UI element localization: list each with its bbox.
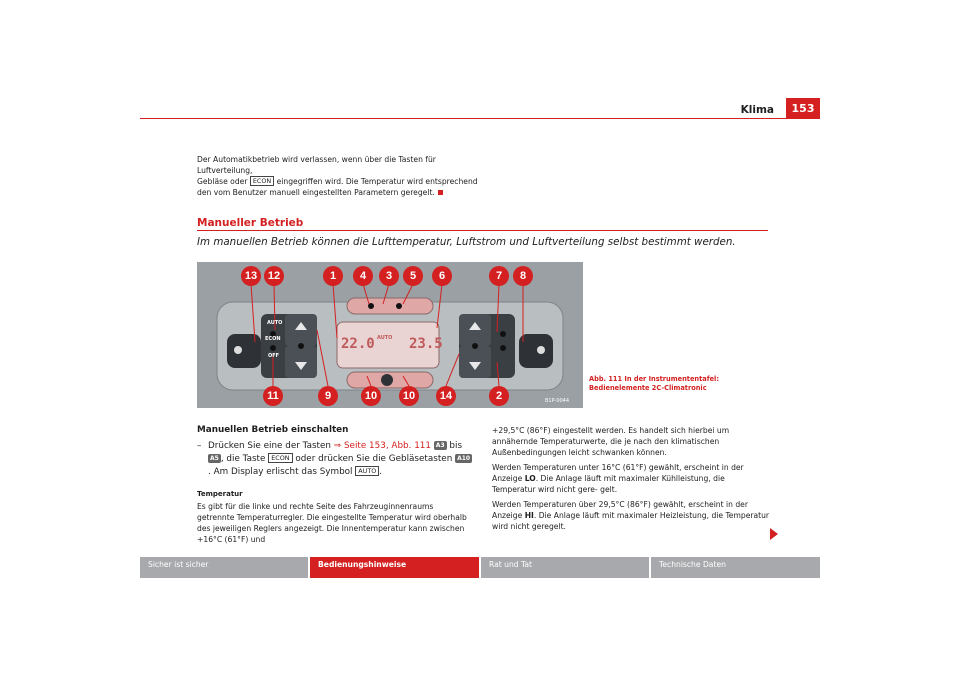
intro-line-2a: Gebläse oder [197, 177, 248, 186]
callout-12: 12 [264, 266, 284, 286]
step-text-7: Display erlischt das Symbol [230, 467, 353, 477]
callout-11: 11 [263, 386, 283, 406]
callout-ref-a3: A3 [435, 442, 445, 449]
display-auto-indicator: AUTO [377, 335, 393, 341]
section-rule [197, 230, 768, 231]
right-p3-b: . Die Anlage läuft mit maximaler Heizleistung, die Temperatur wird nicht geregelt. [492, 511, 770, 531]
right-temperature-display: 23.5 [409, 336, 443, 352]
nav-tab-bedienungshinweise[interactable]: Bedienungshinweise [310, 557, 479, 578]
callout-10b: 10 [399, 386, 419, 406]
callout-7: 7 [489, 266, 509, 286]
manual-on-step [197, 440, 473, 479]
right-paragraph-1: +29,5°C (86°F) eingestellt werden. Es handelt sich hierbei um annähernde Temperaturwerte, die je nach den klimatischen Außenbedingungen leicht schwanken können. [492, 426, 730, 457]
econ-key-inline: ECON [268, 453, 292, 463]
step-text-3: , [220, 454, 224, 464]
auto-button-label: AUTO [267, 320, 283, 326]
step-text [208, 440, 473, 479]
nav-tab-rat-und-tat[interactable]: Rat und Tat [481, 557, 649, 578]
section-lead: Im manuellen Betrieb können die Lufttemperatur, Luftstrom und Luftverteilung selbst bestimmt werden. [197, 236, 736, 248]
next-page-arrow-icon[interactable] [770, 528, 778, 540]
callout-9: 9 [318, 386, 338, 406]
callout-ref-a5: A5 [210, 455, 219, 462]
page-number: 153 [786, 98, 820, 118]
figure-caption: Abb. 111 In der Instrumententafel: Bedienelemente 2C-Climatronic [589, 375, 719, 392]
callout-1: 1 [323, 266, 343, 286]
step-text-6: . Am [208, 467, 229, 477]
right-column-text [492, 425, 770, 536]
step-text-8: . [379, 467, 383, 477]
callout-4: 4 [353, 266, 373, 286]
section-title: Manueller Betrieb [197, 217, 304, 229]
intro-line-2b: eingegriffen wird. Die Temperatur wird entsprechend [276, 177, 478, 186]
step-dash: – [197, 441, 202, 451]
lo-indicator: LO [524, 474, 536, 483]
off-button-label: OFF [268, 353, 280, 359]
manual-on-heading: Manuellen Betrieb einschalten [197, 425, 349, 435]
intro-line-3: den vom Benutzer manuell eingestellten Parametern geregelt. [197, 188, 435, 197]
callout-8: 8 [513, 266, 533, 286]
temperature-paragraph: Es gibt für die linke und rechte Seite des Fahrzeuginnenraums getrennte Temperaturregler. Die eingestellte Temperatur wird oberhalb des jeweiligen Reglers angezeigt. Die Innentemperatur kann zwischen +16°C (61°F) und [197, 502, 467, 544]
step-text-2: bis [449, 441, 463, 451]
climatronic-panel-figure [197, 262, 583, 408]
right-p3-a: Werden Temperaturen über 29,5°C (86°F) gewählt, erscheint in der Anzeige [492, 500, 748, 520]
end-of-section-mark [438, 190, 443, 195]
figure-code: B1P-0044 [545, 398, 570, 404]
right-paragraph-3 [492, 499, 770, 532]
callout-14: 14 [436, 386, 456, 406]
step-text-5: oder drücken Sie die Gebläsetasten [295, 454, 453, 464]
hi-indicator: HI [524, 511, 534, 520]
econ-button-label: ECON [265, 336, 281, 342]
callout-3: 3 [379, 266, 399, 286]
nav-tab-sicher[interactable]: Sicher ist sicher [140, 557, 308, 578]
auto-key-inline: AUTO [355, 466, 379, 476]
right-p2-b: . Die Anlage läuft mit maximaler Kühlleistung, die Temperatur wird nicht gere- gelt. [492, 474, 725, 494]
right-p2-a: Werden Temperaturen unter 16°C (61°F) gewählt, erscheint in der Anzeige [492, 463, 744, 483]
callout-6: 6 [432, 266, 452, 286]
left-temperature-display: 22.0 [341, 336, 375, 352]
callout-10a: 10 [361, 386, 381, 406]
callout-ref-a10: A10 [457, 455, 471, 462]
temperature-heading: Temperatur [197, 490, 243, 498]
step-text-4: die Taste [226, 454, 266, 464]
running-header-title: Klima [740, 104, 774, 116]
intro-line-1: Der Automatikbetrieb wird verlassen, wenn über die Tasten für Luftverteilung, [197, 155, 436, 175]
econ-key-label: ECON [250, 176, 274, 186]
header-rule [140, 118, 820, 119]
intro-paragraph [197, 154, 487, 198]
callout-2: 2 [489, 386, 509, 406]
step-text-1: Drücken Sie eine der Tasten [208, 441, 331, 451]
nav-tab-technische-daten[interactable]: Technische Daten [651, 557, 820, 578]
figure-reference-link[interactable]: ⇒ Seite 153, Abb. 111 [333, 441, 431, 451]
right-paragraph-2 [492, 462, 770, 495]
callout-13: 13 [241, 266, 261, 286]
callout-5: 5 [403, 266, 423, 286]
